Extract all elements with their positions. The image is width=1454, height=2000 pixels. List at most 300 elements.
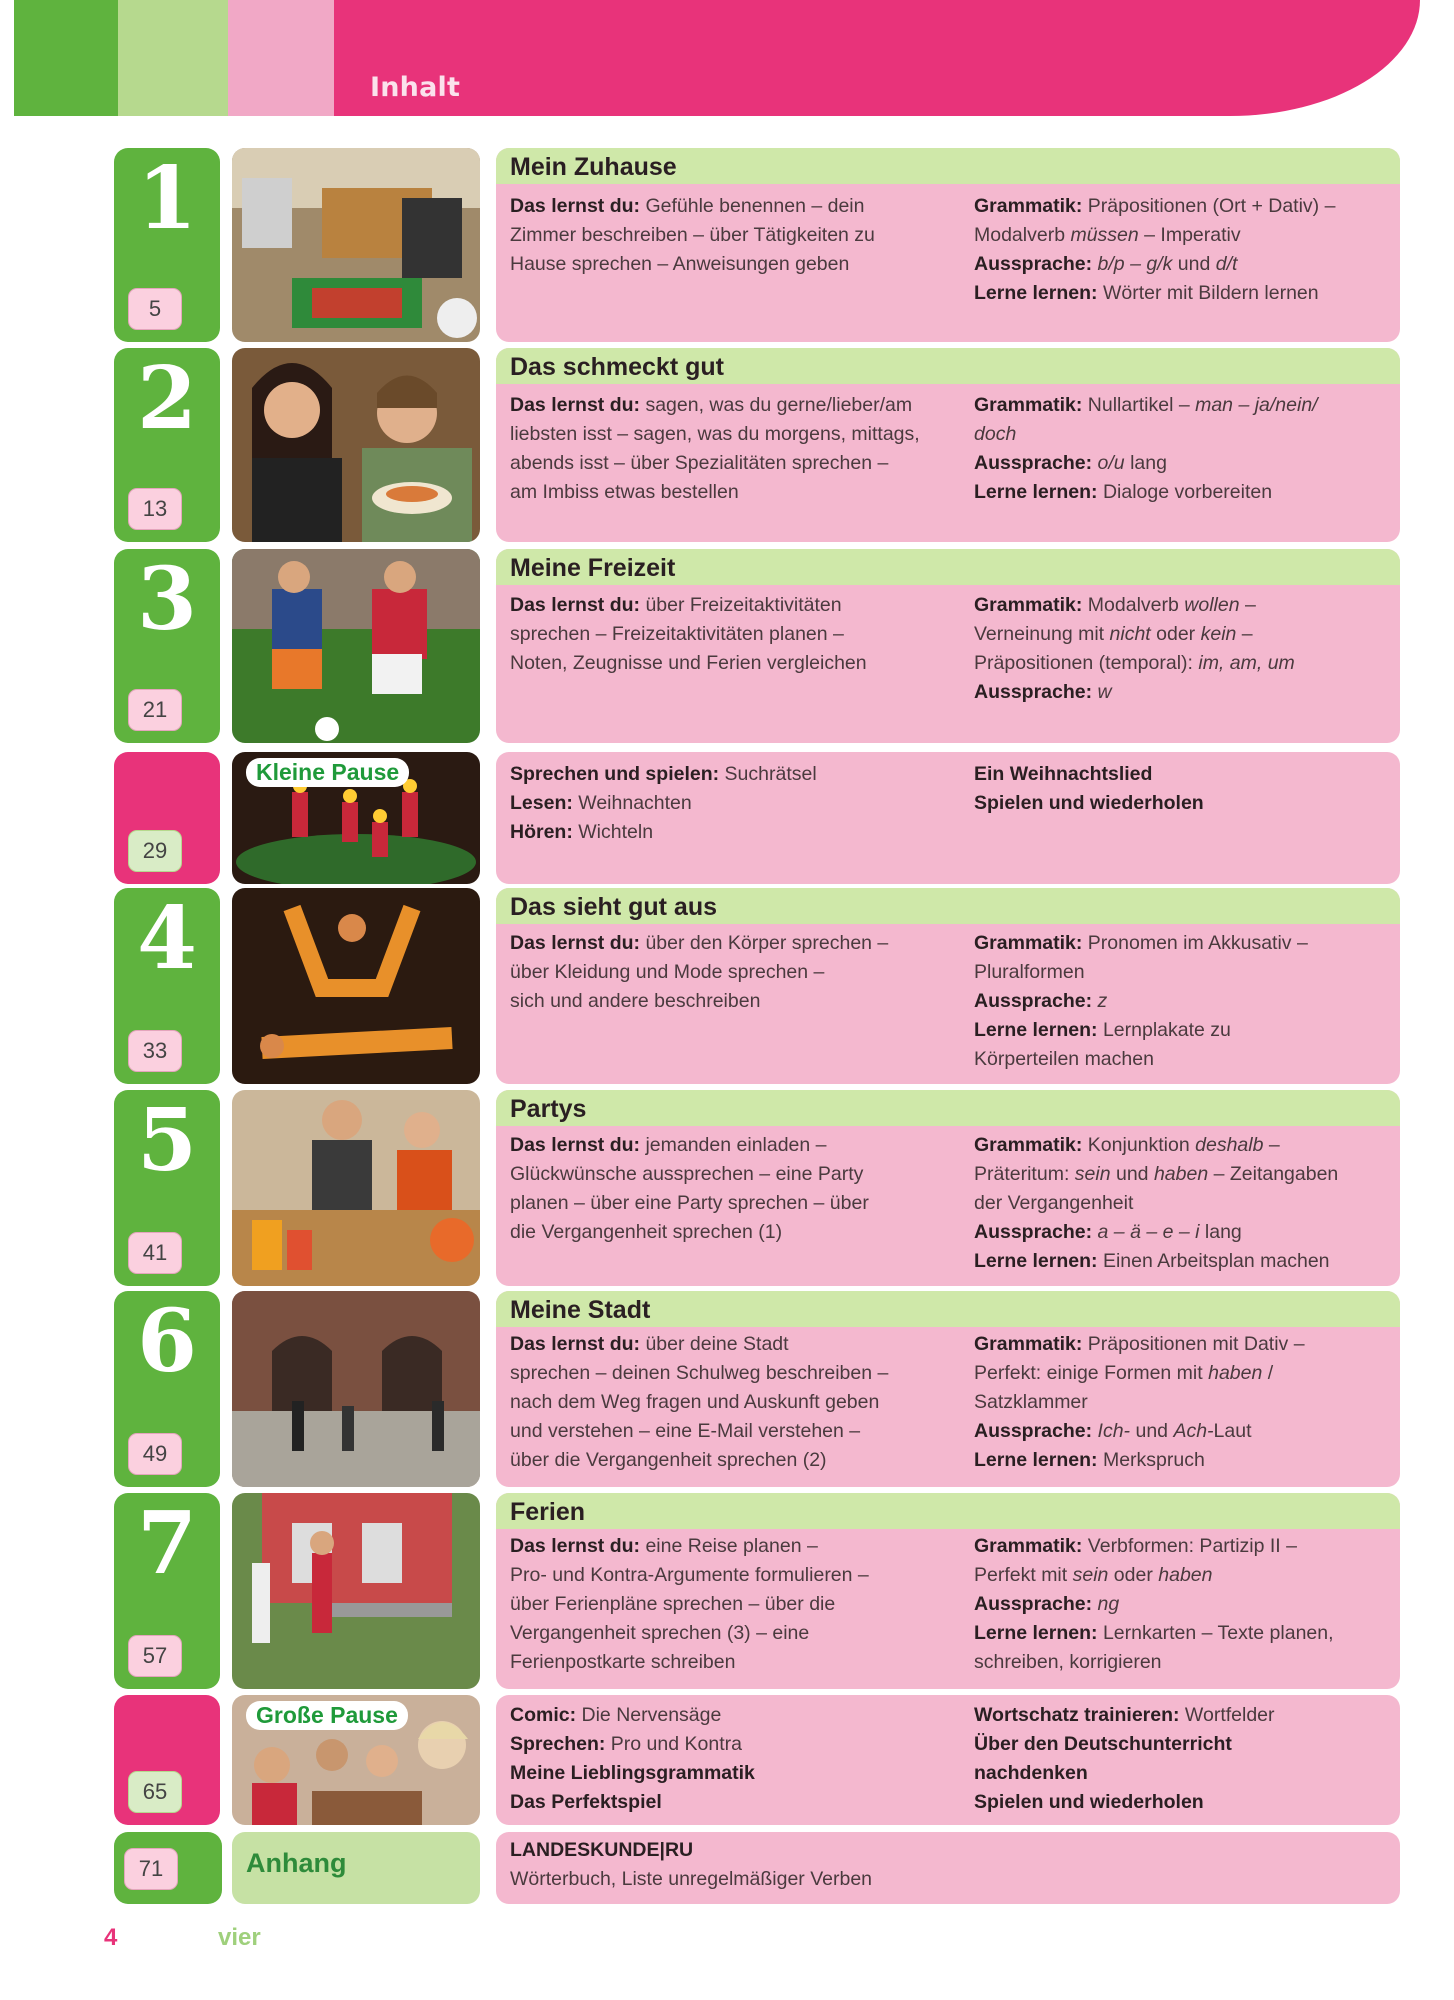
topic-text: Wörterbuch, Liste unregelmäßiger Verben	[510, 1868, 873, 1890]
unit-photo	[232, 752, 480, 884]
unit-topics-right	[974, 391, 1394, 507]
topic-text: wollen	[1184, 594, 1240, 616]
topic-text: sagen, was du gerne/lieber/am	[640, 394, 913, 416]
topic-text: sich und andere beschreiben	[510, 990, 761, 1012]
unit-title[interactable]: Meine Stadt	[496, 1291, 1400, 1327]
unit-photo	[232, 1493, 480, 1689]
topic-text: Zimmer beschreiben – über Tätigkeiten zu	[510, 224, 875, 246]
toc-line	[974, 958, 1394, 987]
topic-text: Lernkarten – Texte planen,	[1097, 1622, 1334, 1644]
page-number-box[interactable]: 13	[128, 488, 182, 530]
unit-title[interactable]: Das sieht gut aus	[496, 888, 1400, 924]
topic-label: Aussprache:	[974, 1221, 1093, 1243]
topic-label: Sprechen und spielen:	[510, 763, 720, 785]
toc-line	[510, 1788, 950, 1817]
toc-line	[974, 1701, 1394, 1730]
toc-line	[510, 1561, 950, 1590]
unit-title[interactable]: Das schmeckt gut	[496, 348, 1400, 384]
toc-line	[510, 987, 950, 1016]
unit-topics-left	[510, 1330, 950, 1475]
toc-line	[974, 1759, 1394, 1788]
topic-text: Hause sprechen – Anweisungen geben	[510, 253, 850, 275]
toc-row-unit[interactable]	[110, 549, 1400, 743]
header-band	[0, 0, 1454, 120]
toc-line	[510, 1590, 950, 1619]
topic-text: Nullartikel –	[1082, 394, 1196, 416]
unit-title[interactable]: Ferien	[496, 1493, 1400, 1529]
unit-topics-left	[510, 1532, 950, 1677]
topic-label: Das lernst du:	[510, 195, 641, 217]
toc-row-unit[interactable]	[110, 1291, 1400, 1487]
appendix-label-box	[232, 1832, 480, 1904]
toc-line	[974, 279, 1394, 308]
page-number-word: vier	[218, 1924, 261, 1951]
topic-text: und	[1110, 1163, 1154, 1185]
toc-line	[974, 221, 1394, 250]
unit-content-card	[496, 752, 1400, 884]
unit-number: 1	[137, 148, 197, 249]
unit-topics-right	[974, 929, 1394, 1074]
unit-number-block	[114, 549, 220, 743]
toc-line	[510, 221, 950, 250]
toc-line	[974, 250, 1394, 279]
page-number-box[interactable]: 65	[128, 1771, 182, 1813]
unit-topics-left	[510, 929, 950, 1016]
toc-line	[510, 1865, 950, 1894]
topic-text: –	[1263, 1134, 1280, 1156]
unit-topics-left	[510, 1701, 950, 1817]
topic-label: Das lernst du:	[510, 594, 641, 616]
unit-topics-left	[510, 391, 950, 507]
topic-text: Glückwünsche aussprechen – eine Party	[510, 1163, 864, 1185]
page-number-box[interactable]: 57	[128, 1635, 182, 1677]
unit-photo	[232, 549, 480, 743]
toc-line	[974, 678, 1394, 707]
unit-number-block	[114, 752, 220, 884]
topic-label: Lerne lernen:	[974, 1250, 1098, 1272]
topic-label: Über den Deutschunterricht	[974, 1733, 1232, 1755]
unit-number-block	[114, 1493, 220, 1689]
topic-text: Laut	[1213, 1420, 1252, 1442]
topic-text: im, am, um	[1198, 652, 1295, 674]
topic-label: Das lernst du:	[510, 394, 641, 416]
topic-text: und	[1172, 253, 1216, 275]
toc-line	[974, 1532, 1394, 1561]
topic-text: über deine Stadt	[640, 1333, 789, 1355]
topic-label: Grammatik:	[974, 394, 1083, 416]
topic-text: Pluralformen	[974, 961, 1085, 983]
unit-content-card	[496, 348, 1400, 542]
topic-text: kein	[1200, 623, 1237, 645]
toc-row-unit[interactable]	[110, 148, 1400, 342]
unit-number-block	[114, 1832, 222, 1904]
topic-label: Grammatik:	[974, 195, 1083, 217]
toc-line	[510, 760, 950, 789]
unit-number-block	[114, 1695, 220, 1825]
topic-text: der Vergangenheit	[974, 1192, 1134, 1214]
topic-text: Dialoge vorbereiten	[1097, 481, 1273, 503]
toc-line	[510, 1446, 950, 1475]
topic-label: Das lernst du:	[510, 1333, 641, 1355]
toc-line	[974, 1218, 1394, 1247]
topic-text: –	[1236, 623, 1253, 645]
toc-line	[974, 1648, 1394, 1677]
toc-line	[974, 1330, 1394, 1359]
topic-text: Modalverb	[1082, 594, 1185, 616]
topic-label: Spielen und wiederholen	[974, 792, 1204, 814]
topic-text: die Vergangenheit sprechen (1)	[510, 1221, 783, 1243]
toc-line	[974, 789, 1394, 818]
toc-line	[510, 1417, 950, 1446]
topic-text: Modalverb	[974, 224, 1071, 246]
toc-line	[510, 1131, 950, 1160]
topic-text: Die Nervensäge	[576, 1704, 722, 1726]
topic-label: Comic:	[510, 1704, 577, 1726]
topic-label: Das lernst du:	[510, 1535, 641, 1557]
topic-text: Wichteln	[572, 821, 654, 843]
unit-topics-right	[974, 1532, 1394, 1677]
topic-text: Noten, Zeugnisse und Ferien vergleichen	[510, 652, 867, 674]
unit-topics-right	[974, 1330, 1394, 1475]
unit-photo	[232, 1695, 480, 1825]
toc-row-unit[interactable]	[110, 348, 1400, 542]
toc-line	[510, 1330, 950, 1359]
toc-line	[974, 1388, 1394, 1417]
topic-label: Grammatik:	[974, 1134, 1083, 1156]
toc-line	[510, 1730, 950, 1759]
topic-text: über Freizeitaktivitäten	[640, 594, 842, 616]
topic-text: Pronomen im Akkusativ –	[1082, 932, 1308, 954]
topic-text: Präpositionen (Ort + Dativ) –	[1082, 195, 1336, 217]
topic-text: Perfekt: einige Formen mit	[974, 1362, 1209, 1384]
topic-text: doch	[974, 423, 1017, 445]
toc-line	[974, 1359, 1394, 1388]
toc-line	[510, 1189, 950, 1218]
toc-line	[974, 1016, 1394, 1045]
toc-line	[974, 1730, 1394, 1759]
unit-topics-left	[510, 760, 950, 847]
toc-line	[510, 1388, 950, 1417]
topic-label: Wortschatz trainieren:	[974, 1704, 1180, 1726]
topic-label: Das lernst du:	[510, 1134, 641, 1156]
toc-line	[974, 620, 1394, 649]
toc-line	[974, 1160, 1394, 1189]
unit-number: 2	[137, 348, 197, 449]
topic-label: Meine Lieblingsgrammatik	[510, 1762, 755, 1784]
toc-line	[974, 1561, 1394, 1590]
toc-line	[974, 1189, 1394, 1218]
unit-number: 5	[137, 1090, 197, 1191]
topic-text: – Imperativ	[1138, 224, 1241, 246]
topic-text: abends isst – über Spezialitäten sprechen –	[510, 452, 889, 474]
unit-content-card	[496, 1090, 1400, 1286]
header-lightgreen-block	[118, 0, 228, 116]
topic-label: Aussprache:	[974, 1420, 1093, 1442]
topic-label: Lerne lernen:	[974, 1622, 1098, 1644]
topic-text: und verstehen – eine E-Mail verstehen –	[510, 1420, 861, 1442]
page-number-box[interactable]: 29	[128, 830, 182, 872]
toc-line	[974, 591, 1394, 620]
topic-text: Präteritum:	[974, 1163, 1075, 1185]
header-green-block	[14, 0, 118, 116]
toc-line	[510, 420, 950, 449]
pause-label: Große Pause	[246, 1701, 408, 1730]
topic-text: Ach-	[1173, 1420, 1214, 1442]
topic-text: oder	[1108, 1564, 1159, 1586]
topic-label: Grammatik:	[974, 1333, 1083, 1355]
toc-line	[974, 449, 1394, 478]
toc-line	[510, 1532, 950, 1561]
toc-line	[974, 1247, 1394, 1276]
toc-line	[510, 1836, 950, 1865]
topic-text: lang	[1124, 452, 1167, 474]
unit-topics-left	[510, 1836, 950, 1894]
page-number-box[interactable]: 33	[128, 1030, 182, 1072]
toc-line	[974, 1417, 1394, 1446]
topic-text: Wortfelder	[1179, 1704, 1275, 1726]
toc-row-pause[interactable]	[110, 1695, 1400, 1825]
topic-text: Gefühle benennen – dein	[640, 195, 865, 217]
header-pink-block	[334, 0, 1420, 116]
toc-line	[510, 250, 950, 279]
toc-line	[510, 192, 950, 221]
toc-line	[510, 591, 950, 620]
unit-content-card	[496, 1832, 1400, 1904]
toc-line	[974, 391, 1394, 420]
topic-text: Vergangenheit sprechen (3) – eine	[510, 1622, 810, 1644]
topic-text: deshalb	[1195, 1134, 1264, 1156]
topic-text: nach dem Weg fragen und Auskunft geben	[510, 1391, 880, 1413]
topic-text: Präpositionen mit Dativ –	[1082, 1333, 1305, 1355]
topic-label: Lerne lernen:	[974, 1019, 1098, 1041]
unit-topics-right	[974, 760, 1394, 818]
topic-text: sprechen – deinen Schulweg beschreiben –	[510, 1362, 889, 1384]
toc-line	[974, 1788, 1394, 1817]
unit-content-card	[496, 1695, 1400, 1825]
topic-label: Das lernst du:	[510, 932, 641, 954]
toc-line	[510, 478, 950, 507]
topic-text: oder	[1150, 623, 1201, 645]
page-number: 4	[104, 1924, 118, 1951]
topic-text: Pro- und Kontra-Argumente formulieren –	[510, 1564, 869, 1586]
toc-row-pause[interactable]	[110, 752, 1400, 884]
topic-text: liebsten isst – sagen, was du morgens, mittags,	[510, 423, 920, 445]
pause-label: Kleine Pause	[246, 758, 409, 787]
topic-text: schreiben, korrigieren	[974, 1651, 1162, 1673]
topic-label: Aussprache:	[974, 452, 1093, 474]
topic-text: Suchrätsel	[719, 763, 817, 785]
topic-label: Hören:	[510, 821, 573, 843]
toc-line	[510, 789, 950, 818]
unit-content-card	[496, 1291, 1400, 1487]
topic-text: Wörter mit Bildern lernen	[1097, 282, 1319, 304]
unit-topics-right	[974, 1131, 1394, 1276]
toc-line	[974, 649, 1394, 678]
topic-label: Grammatik:	[974, 932, 1083, 954]
unit-content-card	[496, 888, 1400, 1084]
page-number-box[interactable]: 41	[128, 1232, 182, 1274]
topic-text: über Kleidung und Mode sprechen –	[510, 961, 825, 983]
topic-text: Merkspruch	[1097, 1449, 1205, 1471]
topic-label: Aussprache:	[974, 1593, 1093, 1615]
topic-text: – Zeitangaben	[1208, 1163, 1339, 1185]
toc-line	[974, 987, 1394, 1016]
toc-line	[974, 1619, 1394, 1648]
unit-topics-right	[974, 1701, 1394, 1817]
topic-text: a – ä – e – i	[1097, 1221, 1200, 1243]
topic-text: Konjunktion	[1082, 1134, 1196, 1156]
toc-line	[510, 1648, 950, 1677]
toc-row-unit[interactable]	[110, 1090, 1400, 1286]
topic-text: Verbformen: Partizip II –	[1082, 1535, 1297, 1557]
unit-number: 3	[137, 549, 197, 650]
unit-photo	[232, 1090, 480, 1286]
topic-text: sein	[1072, 1564, 1109, 1586]
appendix-label: Anhang	[246, 1848, 347, 1878]
topic-label: Lerne lernen:	[974, 481, 1098, 503]
topic-text: Präpositionen (temporal):	[974, 652, 1199, 674]
toc-line	[974, 192, 1394, 221]
topic-label: Lesen:	[510, 792, 573, 814]
toc-line	[510, 929, 950, 958]
topic-text: eine Reise planen –	[640, 1535, 818, 1557]
toc-line	[510, 620, 950, 649]
topic-text: planen – über eine Party sprechen – über	[510, 1192, 869, 1214]
unit-number: 4	[137, 888, 197, 989]
topic-label: Spielen und wiederholen	[974, 1791, 1204, 1813]
unit-title[interactable]: Partys	[496, 1090, 1400, 1126]
header-lightpink-block	[228, 0, 334, 116]
topic-label: Lerne lernen:	[974, 1449, 1098, 1471]
topic-text: jemanden einladen –	[640, 1134, 827, 1156]
unit-number-block	[114, 1291, 220, 1487]
topic-text: Verneinung mit	[974, 623, 1110, 645]
topic-label: Ein Weihnachtslied	[974, 763, 1153, 785]
topic-label: LANDESKUNDE|RU	[510, 1839, 694, 1861]
page-number-box[interactable]: 5	[128, 288, 182, 330]
topic-text: w	[1097, 681, 1112, 703]
toc-line	[510, 1759, 950, 1788]
topic-text: Körperteilen machen	[974, 1048, 1154, 1070]
topic-text: sein	[1074, 1163, 1111, 1185]
topic-text: über die Vergangenheit sprechen (2)	[510, 1449, 827, 1471]
toc-line	[510, 391, 950, 420]
topic-text: Weihnachten	[572, 792, 692, 814]
page-number-box[interactable]: 21	[128, 689, 182, 731]
unit-number-block	[114, 888, 220, 1084]
unit-title[interactable]: Mein Zuhause	[496, 148, 1400, 184]
topic-label: Lerne lernen:	[974, 282, 1098, 304]
unit-number-block	[114, 1090, 220, 1286]
topic-text: Ferienpostkarte schreiben	[510, 1651, 736, 1673]
unit-photo	[232, 888, 480, 1084]
toc-row-unit[interactable]	[110, 1493, 1400, 1689]
toc-line	[510, 449, 950, 478]
topic-text: über Ferienpläne sprechen – über die	[510, 1593, 836, 1615]
toc-line	[974, 1045, 1394, 1074]
toc-line	[974, 1590, 1394, 1619]
unit-photo	[232, 348, 480, 542]
topic-text: und	[1130, 1420, 1174, 1442]
unit-content-card	[496, 1493, 1400, 1689]
topic-label: Aussprache:	[974, 253, 1093, 275]
topic-text: Lernplakate zu	[1097, 1019, 1231, 1041]
unit-photo	[232, 148, 480, 342]
toc-line	[974, 760, 1394, 789]
unit-topics-left	[510, 192, 950, 279]
topic-text: b/p – g/k	[1097, 253, 1173, 275]
unit-topics-left	[510, 1131, 950, 1247]
topic-text: /	[1262, 1362, 1274, 1384]
topic-text: Pro und Kontra	[605, 1733, 742, 1755]
topic-label: Aussprache:	[974, 990, 1093, 1012]
topic-text: ng	[1097, 1593, 1120, 1615]
topic-label: nachdenken	[974, 1762, 1088, 1784]
toc-row-unit[interactable]	[110, 888, 1400, 1084]
unit-number: 6	[137, 1291, 197, 1392]
topic-text: d/t	[1215, 253, 1238, 275]
topic-label: Grammatik:	[974, 594, 1083, 616]
toc-line	[510, 1218, 950, 1247]
topic-text: nicht	[1109, 623, 1151, 645]
topic-text: Perfekt mit	[974, 1564, 1073, 1586]
toc-line	[510, 1359, 950, 1388]
unit-number-block	[114, 148, 220, 342]
unit-content-card	[496, 148, 1400, 342]
topic-text: haben	[1158, 1564, 1213, 1586]
page-number-box[interactable]: 49	[128, 1433, 182, 1475]
toc-line	[510, 958, 950, 987]
unit-photo	[232, 1291, 480, 1487]
topic-label: Sprechen:	[510, 1733, 606, 1755]
topic-label: Grammatik:	[974, 1535, 1083, 1557]
unit-content-card	[496, 549, 1400, 743]
toc-line	[510, 649, 950, 678]
toc-line	[974, 929, 1394, 958]
topic-text: o/u	[1097, 452, 1125, 474]
topic-text: Einen Arbeitsplan machen	[1097, 1250, 1330, 1272]
topic-text: müssen	[1070, 224, 1139, 246]
toc-line	[510, 1619, 950, 1648]
toc-line	[974, 1446, 1394, 1475]
topic-label: Aussprache:	[974, 681, 1093, 703]
topic-text: Satzklammer	[974, 1391, 1088, 1413]
page-title: Inhalt	[370, 72, 461, 103]
toc-line	[510, 818, 950, 847]
unit-number-block	[114, 348, 220, 542]
unit-topics-right	[974, 192, 1394, 308]
topic-text: sprechen – Freizeitaktivitäten planen –	[510, 623, 844, 645]
toc-line	[974, 478, 1394, 507]
topic-text: Ich-	[1097, 1420, 1131, 1442]
unit-number: 7	[137, 1493, 197, 1594]
toc-line	[974, 1131, 1394, 1160]
topic-text: –	[1239, 594, 1256, 616]
unit-title[interactable]: Meine Freizeit	[496, 549, 1400, 585]
topic-text: man – ja/nein/	[1195, 394, 1318, 416]
toc-row-appendix[interactable]	[110, 1832, 1400, 1904]
toc-line	[510, 1701, 950, 1730]
toc-line	[974, 420, 1394, 449]
unit-topics-right	[974, 591, 1394, 707]
topic-text: z	[1097, 990, 1108, 1012]
toc-line	[510, 1160, 950, 1189]
topic-label: Das Perfektspiel	[510, 1791, 662, 1813]
unit-topics-left	[510, 591, 950, 678]
page-number-box[interactable]: 71	[124, 1848, 178, 1890]
topic-text: lang	[1199, 1221, 1242, 1243]
topic-text: haben	[1153, 1163, 1209, 1185]
